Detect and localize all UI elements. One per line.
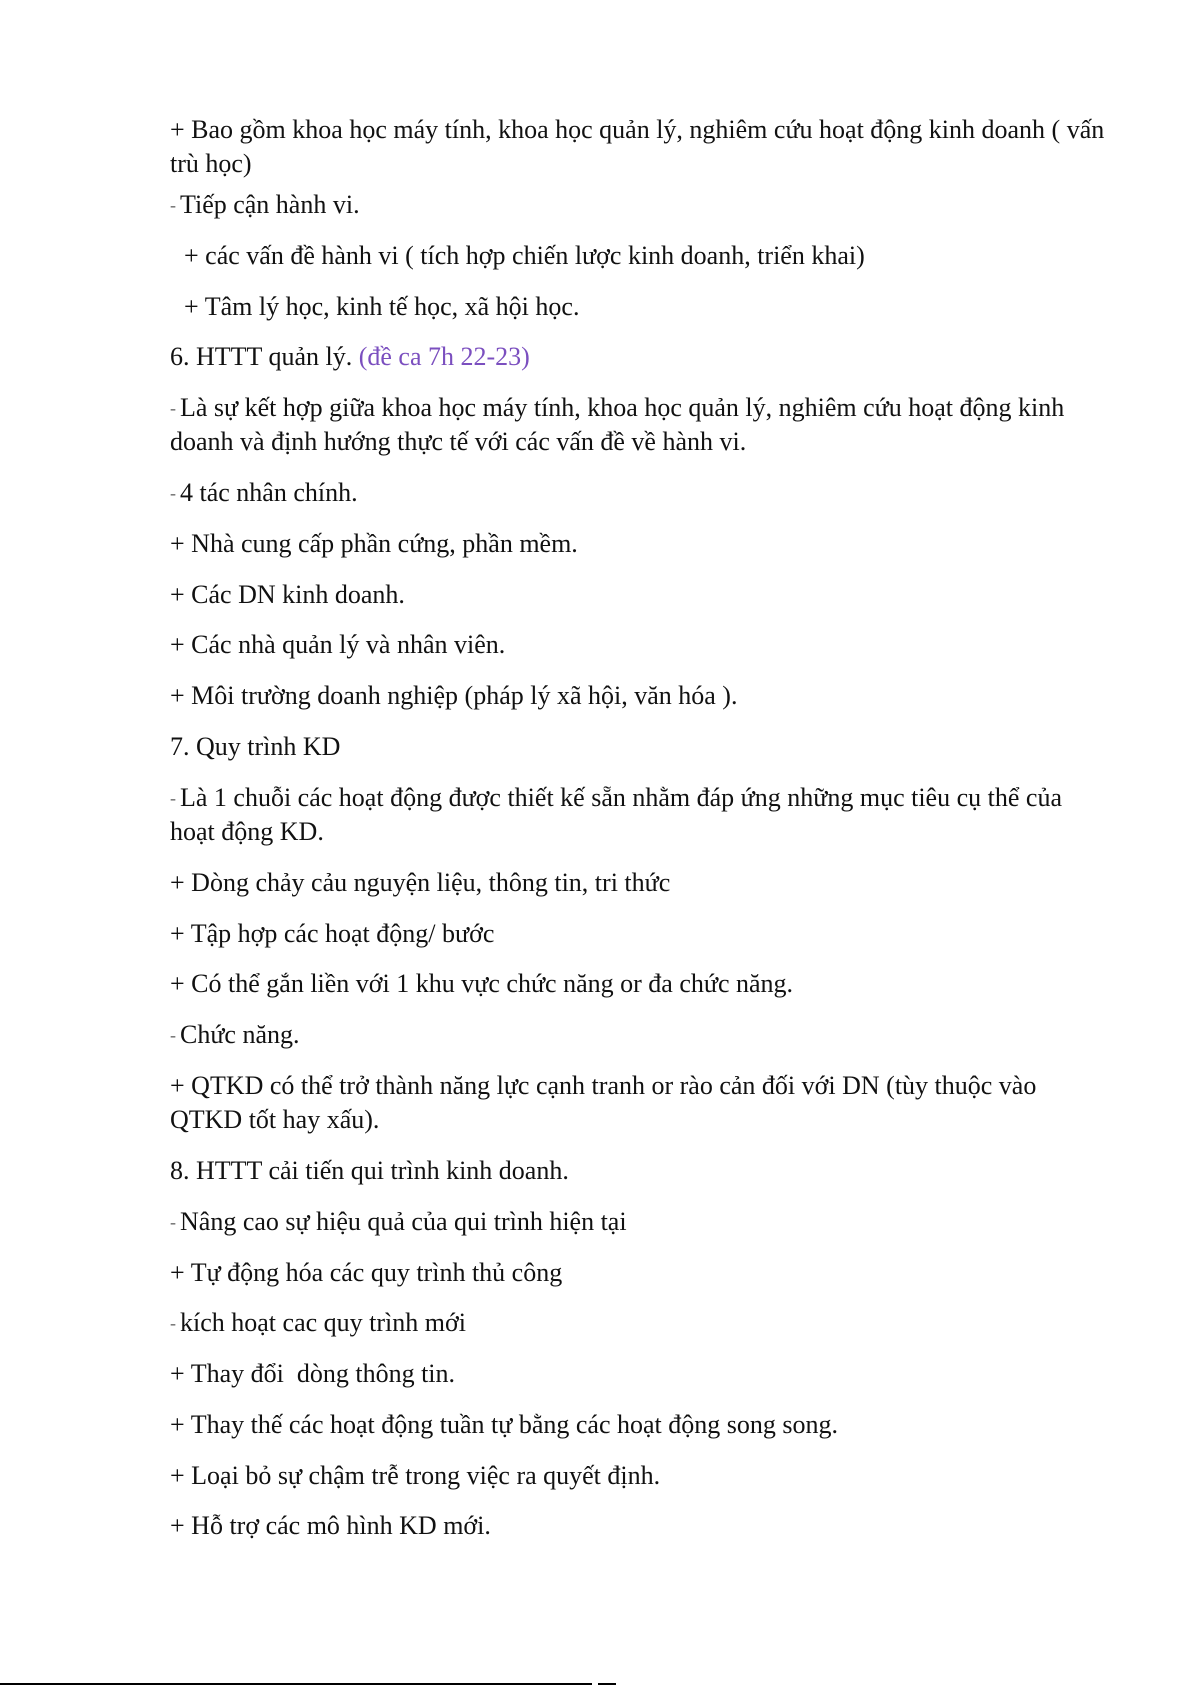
section-heading-6 [170, 340, 530, 374]
line-text: Có thể gắn liền với 1 khu vực chức năng or đa chức năng. [191, 969, 794, 998]
dash-line [170, 1018, 300, 1052]
line-text: Tâm lý học, kinh tế học, xã hội học. [204, 292, 580, 321]
plus-marker: + [170, 115, 185, 144]
bullet-line [170, 578, 405, 612]
dash-marker: - [170, 1025, 176, 1045]
dash-marker: - [170, 483, 176, 503]
bullet-line [170, 1408, 838, 1442]
plus-marker: + [184, 292, 199, 321]
plus-marker: + [170, 919, 185, 948]
line-text: Nhà cung cấp phần cứng, phần mềm. [191, 529, 578, 558]
line-text: Dòng chảy cảu nguyện liệu, thông tin, tri thức [191, 868, 671, 897]
plus-marker: + [170, 1258, 185, 1287]
line-text: Là sự kết hợp giữa khoa học máy tính, khoa học quản lý, nghiêm cứu hoạt động kinh doanh và định hướng thực tế với các vấn đề về hành vi. [170, 393, 1065, 456]
line-text: QTKD có thể trở thành năng lực cạnh tranh or rào cản đối với DN (tùy thuộc vào QTKD tốt hay xấu). [170, 1071, 1037, 1134]
bullet-line [170, 967, 793, 1001]
bullet-line [170, 1256, 562, 1290]
bullet-line [170, 1459, 660, 1493]
plus-marker: + [170, 1359, 185, 1388]
section-heading-8 [170, 1154, 569, 1188]
line-text: kích hoạt cac quy trình mới [180, 1308, 466, 1337]
plus-marker: + [170, 630, 185, 659]
line-text: Loại bỏ sự chậm trễ trong việc ra quyết định. [191, 1461, 661, 1490]
line-text: Tự động hóa các quy trình thủ công [190, 1258, 563, 1287]
bullet-line [170, 527, 578, 561]
bullet-line [170, 1069, 1110, 1137]
line-text: Các DN kinh doanh. [191, 580, 405, 609]
heading-text: 8. HTTT cải tiến qui trình kinh doanh. [170, 1156, 569, 1185]
heading-text: 6. HTTT quản lý. [170, 342, 359, 371]
dash-line [170, 391, 1110, 459]
line-text: Tập hợp các hoạt động/ bước [190, 919, 495, 948]
line-text: Là 1 chuỗi các hoạt động được thiết kế sẵn nhằm đáp ứng những mục tiêu cụ thể của hoạt động KD. [170, 783, 1062, 846]
line-text: Các nhà quản lý và nhân viên. [191, 630, 506, 659]
plus-marker: + [170, 681, 185, 710]
section-heading-7 [170, 730, 340, 764]
exam-note: (đề ca 7h 22-23) [358, 342, 530, 371]
dash-line [170, 476, 358, 510]
bullet-line [184, 290, 579, 324]
dash-line [170, 1205, 627, 1239]
bullet-line [170, 1509, 491, 1543]
plus-marker: + [170, 1461, 185, 1490]
line-text: Tiếp cận hành vi. [180, 190, 360, 219]
bullet-line [184, 239, 865, 273]
plus-marker: + [170, 580, 185, 609]
dash-marker: - [170, 1313, 176, 1333]
line-text: Thay thế các hoạt động tuần tự bằng các hoạt động song song. [190, 1410, 839, 1439]
bullet-line [170, 679, 737, 713]
plus-marker: + [170, 1511, 185, 1540]
heading-text: 7. Quy trình KD [170, 732, 341, 761]
plus-marker: + [170, 969, 185, 998]
dash-line [170, 781, 1110, 849]
line-text: Bao gồm khoa học máy tính, khoa học quản lý, nghiêm cứu hoạt động kinh doanh ( vấn trù học) [170, 115, 1105, 178]
line-text: các vấn đề hành vi ( tích hợp chiến lược kinh doanh, triển khai) [205, 241, 865, 270]
dash-marker: - [170, 788, 176, 808]
plus-marker: + [170, 1071, 185, 1100]
bullet-line [170, 917, 494, 951]
line-text: Chức năng. [180, 1020, 300, 1049]
dash-marker: - [170, 1212, 176, 1232]
plus-marker: + [184, 241, 199, 270]
line-text: Môi trường doanh nghiệp (pháp lý xã hội, văn hóa ). [191, 681, 738, 710]
dash-marker: - [170, 195, 176, 215]
bullet-line [170, 113, 1110, 181]
plus-marker: + [170, 529, 185, 558]
bullet-line [170, 1357, 455, 1391]
line-text: 4 tác nhân chính. [180, 478, 358, 507]
dash-marker: - [170, 398, 176, 418]
line-text: Thay đổi dòng thông tin. [190, 1359, 456, 1388]
plus-marker: + [170, 868, 185, 897]
dash-line [170, 1306, 466, 1340]
line-text: Nâng cao sự hiệu quả của qui trình hiện tại [180, 1207, 627, 1236]
dash-line [170, 188, 360, 222]
plus-marker: + [170, 1410, 185, 1439]
line-text: Hỗ trợ các mô hình KD mới. [191, 1511, 491, 1540]
bullet-line [170, 866, 670, 900]
bullet-line [170, 628, 505, 662]
